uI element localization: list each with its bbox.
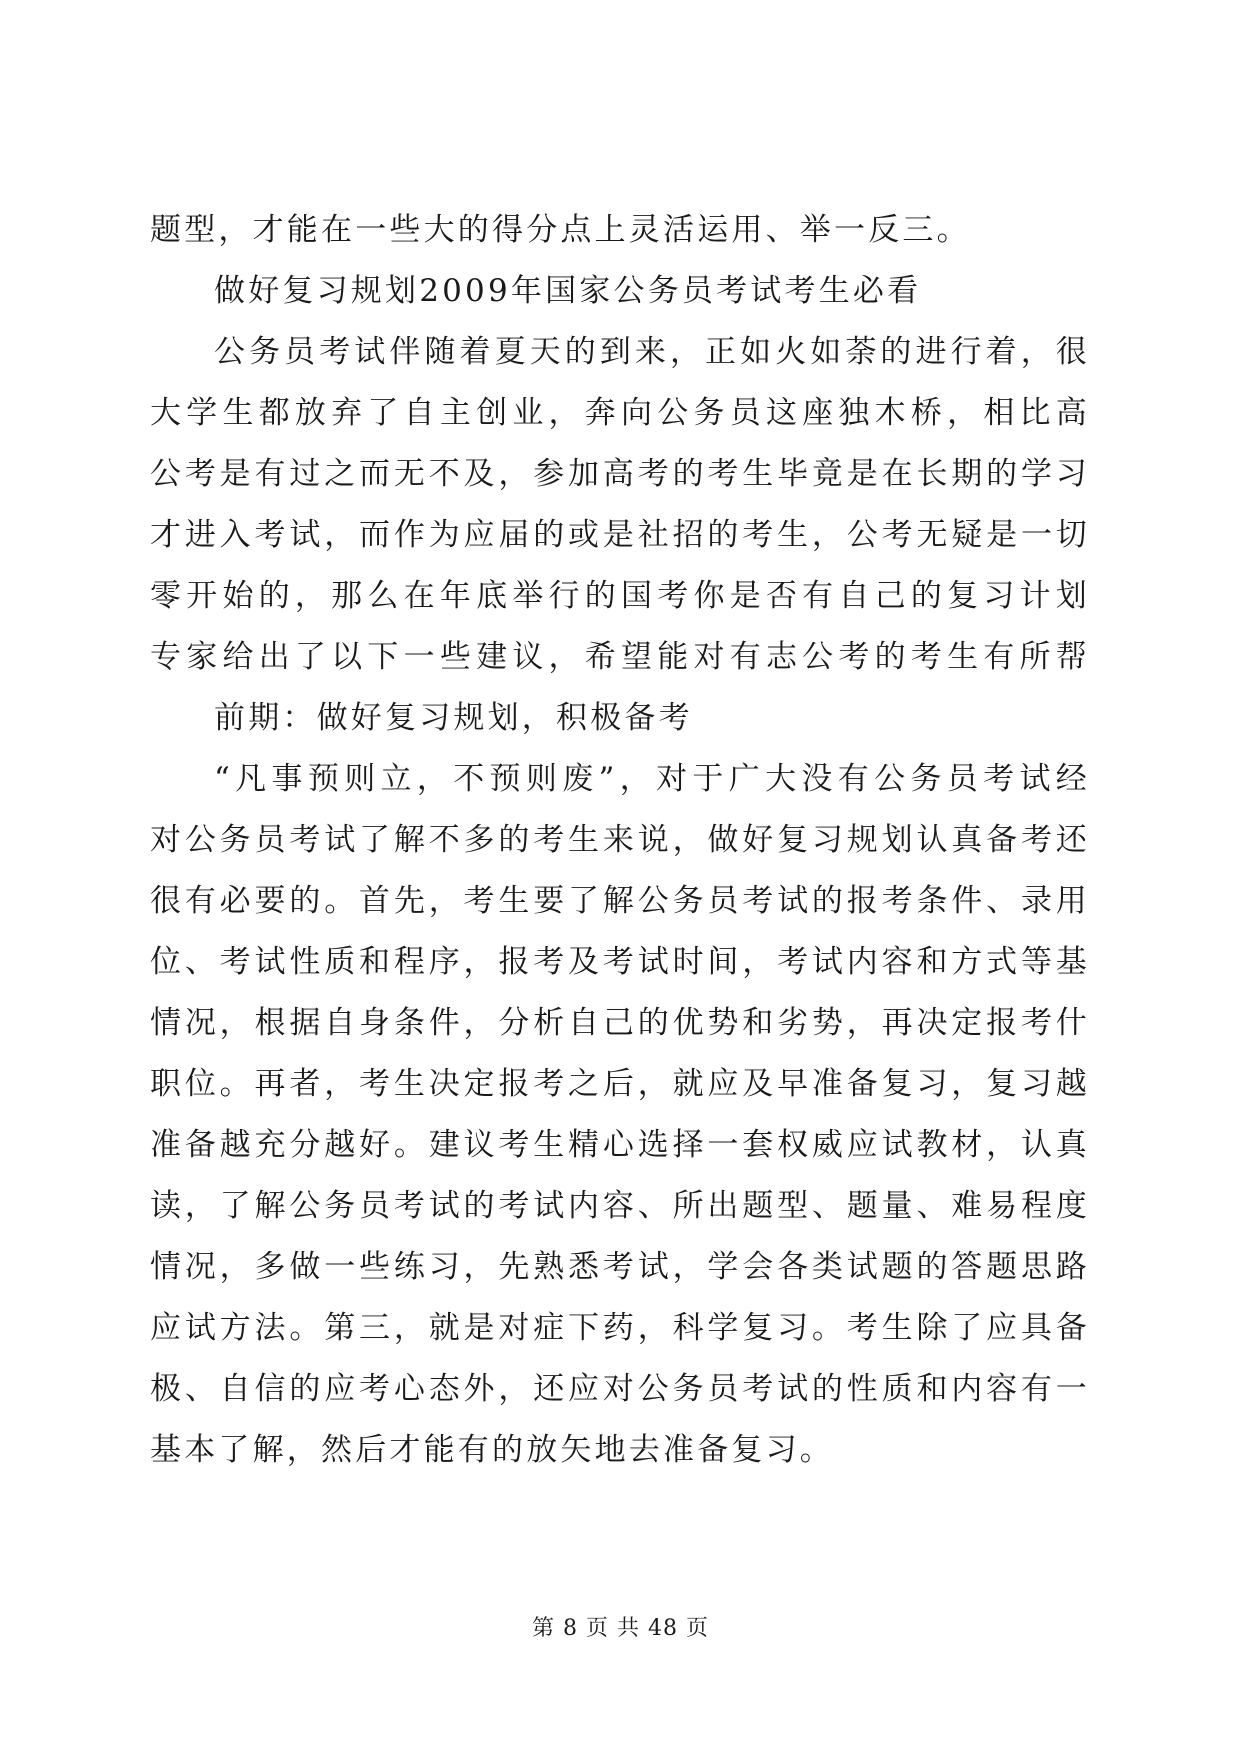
text-line-4: 大学生都放弃了自主创业，奔向公务员这座独木桥，相比高 [150, 395, 1090, 431]
text-line-8: 专家给出了以下一些建议，希望能对有志公考的考生有所帮 [150, 639, 1090, 675]
text-line-14: 情况，根据自身条件，分析自己的优势和劣势，再决定报考什 [150, 1005, 1090, 1041]
text-line-6: 才进入考试，而作为应届的或是社招的考生，公考无疑是一切 [150, 517, 1090, 553]
document-body [150, 200, 1090, 1481]
text-line-12: 很有必要的。首先，考生要了解公务员考试的报考条件、录用 [150, 883, 1090, 919]
text-line-13: 位、考试性质和程序，报考及考试时间，考试内容和方式等基 [150, 944, 1090, 980]
text-line-3: 公务员考试伴随着夏天的到来，正如火如荼的进行着，很 [214, 334, 1090, 370]
text-line-5: 公考是有过之而无不及，参加高考的考生毕竟是在长期的学习 [150, 456, 1090, 492]
text-line-15: 职位。再者，考生决定报考之后，就应及早准备复习，复习越 [150, 1066, 1090, 1102]
page-number-footer: 第 8 页 共 48 页 [532, 1616, 709, 1641]
subheading: 前期：做好复习规划，积极备考 [214, 700, 693, 736]
text-line-16: 准备越充分越好。建议考生精心选择一套权威应试教材，认真 [150, 1127, 1090, 1163]
text-line-7: 零开始的，那么在年底举行的国考你是否有自己的复习计划 [150, 578, 1090, 614]
text-line-11: 对公务员考试了解不多的考生来说，做好复习规划认真备考还 [150, 822, 1090, 858]
section-heading: 做好复习规划2009年国家公务员考试考生必看 [214, 273, 922, 309]
text-line-1: 题型，才能在一些大的得分点上灵活运用、举一反三。 [150, 212, 971, 248]
text-line-20: 极、自信的应考心态外，还应对公务员考试的性质和内容有一 [150, 1371, 1090, 1407]
text-line-19: 应试方法。第三，就是对症下药，科学复习。考生除了应具备 [150, 1310, 1090, 1346]
text-line-21: 基本了解，然后才能有的放矢地去准备复习。 [150, 1432, 834, 1468]
text-line-18: 情况，多做一些练习，先熟悉考试，学会各类试题的答题思路 [150, 1249, 1090, 1285]
text-line-10: “凡事预则立，不预则废”，对于广大没有公务员考试经 [214, 761, 1090, 797]
text-line-17: 读，了解公务员考试的考试内容、所出题型、题量、难易程度 [150, 1188, 1090, 1224]
